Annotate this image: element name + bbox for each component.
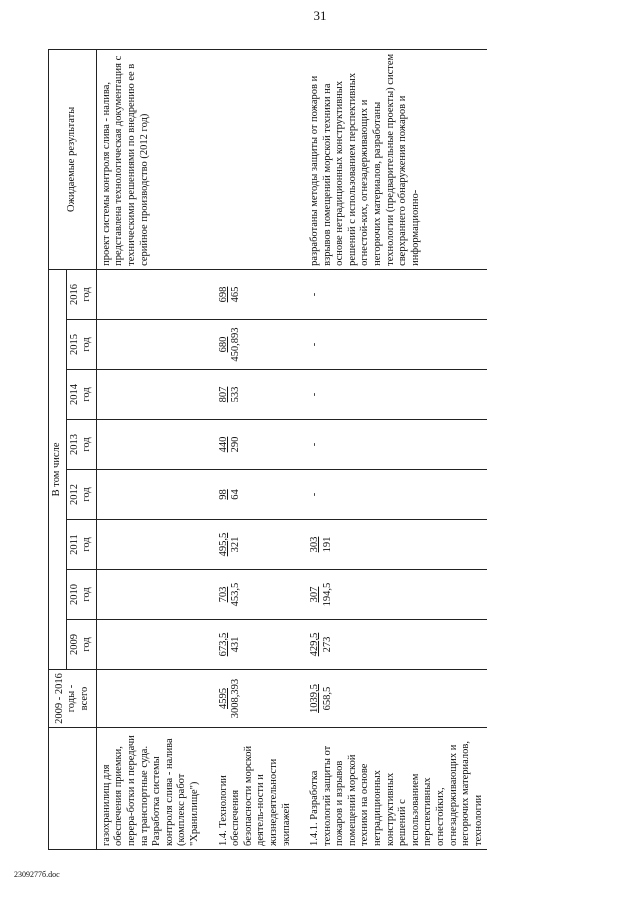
row-year-value bbox=[96, 269, 203, 319]
value-sub: 533 bbox=[230, 386, 242, 403]
description-text: 1.4. Технологии обеспечения безопасности морской деятель-ности и жизнедеятельности экипажей bbox=[217, 745, 292, 846]
result-text: проект системы контроля слива - налива, представлена технологическая документация с техническими решениями по внедрению ее в серийное производство (2012 год) bbox=[100, 55, 150, 266]
value-main: 303 bbox=[309, 536, 321, 553]
header-year: 2015 год bbox=[66, 320, 96, 370]
value-main: 307 bbox=[309, 586, 321, 603]
value-main: 680 bbox=[217, 336, 229, 353]
row-year-value bbox=[96, 520, 203, 570]
value-main: - bbox=[309, 442, 321, 447]
header-group: В том числе bbox=[49, 269, 67, 669]
row-year-value bbox=[204, 520, 296, 570]
value-sub: 658,5 bbox=[321, 686, 333, 711]
footer-filename: 2309277б.doc bbox=[14, 870, 60, 879]
row-year-value bbox=[204, 570, 296, 620]
header-year: 2013 год bbox=[66, 420, 96, 470]
table-body bbox=[96, 49, 487, 849]
row-result bbox=[204, 49, 296, 269]
page-number: 31 bbox=[313, 8, 327, 23]
value-main: 1039,5 bbox=[309, 684, 321, 713]
program-table bbox=[48, 49, 487, 850]
value-main: 4595 bbox=[217, 688, 229, 709]
description-text: газохранилищ для обеспечения приемки, перера-ботки и передачи на транспортные суда. Разработка системы контроля слива - налива (комплекс работ "Хранилище") bbox=[100, 735, 200, 846]
value-main: - bbox=[309, 492, 321, 497]
row-year-value bbox=[295, 420, 487, 470]
value-main: 703 bbox=[217, 586, 229, 603]
value-main: 673,5 bbox=[217, 632, 229, 657]
rotated-table-wrapper bbox=[48, 50, 590, 850]
value-sub: 273 bbox=[321, 636, 333, 653]
row-year-value bbox=[96, 320, 203, 370]
value-main: 698 bbox=[217, 286, 229, 303]
value-sub: 290 bbox=[230, 436, 242, 453]
header-year: 2010 год bbox=[66, 570, 96, 620]
value-main: 98 bbox=[217, 489, 229, 500]
value-sub: 465 bbox=[230, 286, 242, 303]
row-year-value bbox=[204, 269, 296, 319]
header-results: Ожидаемые результаты bbox=[49, 49, 97, 269]
result-text: разработаны методы защиты от пожаров и взрывов помещений морской техники на основе нетрадиционных конструктивных решений с использованием перспективных огнестой-ких, огнезадерживающих и негорючих материалов, разработаны технологии (предварительные проекты) систем сверхраннего обнаружения пожаров и информационно- bbox=[309, 53, 421, 266]
row-year-value bbox=[204, 470, 296, 520]
row-year-value bbox=[295, 520, 487, 570]
row-description bbox=[204, 728, 296, 850]
row-total bbox=[295, 670, 487, 728]
row-total bbox=[96, 670, 203, 728]
value-main: 807 bbox=[217, 386, 229, 403]
value-sub: 3008,393 bbox=[230, 678, 242, 719]
value-main: 440 bbox=[217, 436, 229, 453]
row-year-value bbox=[96, 620, 203, 670]
value-main: 429,5 bbox=[309, 632, 321, 657]
row-description bbox=[295, 728, 487, 850]
row-year-value bbox=[204, 620, 296, 670]
row-year-value bbox=[295, 470, 487, 520]
value-sub: 194,5 bbox=[321, 582, 333, 607]
row-result bbox=[96, 49, 203, 269]
row-year-value bbox=[96, 570, 203, 620]
header-year: 2016 год bbox=[66, 269, 96, 319]
value-main: - bbox=[309, 292, 321, 297]
row-total bbox=[204, 670, 296, 728]
value-sub: 321 bbox=[230, 536, 242, 553]
row-result bbox=[295, 49, 487, 269]
header-year: 2009 год bbox=[66, 620, 96, 670]
value-sub: 431 bbox=[230, 636, 242, 653]
header-year: 2014 год bbox=[66, 370, 96, 420]
row-year-value bbox=[96, 470, 203, 520]
row-year-value bbox=[96, 420, 203, 470]
header-description bbox=[49, 728, 97, 850]
header-year: 2011 год bbox=[66, 520, 96, 570]
row-year-value bbox=[295, 570, 487, 620]
row-description bbox=[96, 728, 203, 850]
row-year-value bbox=[96, 370, 203, 420]
table-row bbox=[295, 49, 487, 849]
description-text: 1.4.1. Разработка технологий защиты от пожаров и взрывов помещений морской техники на основе нетрадиционных конструктивных решений с использованием перспективных огнестойких, огнезадерживающих и негорючих материалов, технологии bbox=[309, 741, 484, 846]
row-year-value bbox=[204, 320, 296, 370]
row-year-value bbox=[295, 620, 487, 670]
value-sub: 453,5 bbox=[230, 582, 242, 607]
header-year: 2012 год bbox=[66, 470, 96, 520]
table-row bbox=[204, 49, 296, 849]
value-sub: 191 bbox=[321, 536, 333, 553]
row-year-value bbox=[295, 320, 487, 370]
row-year-value bbox=[295, 370, 487, 420]
value-main: - bbox=[309, 342, 321, 347]
row-year-value bbox=[295, 269, 487, 319]
value-main: 495,5 bbox=[217, 532, 229, 557]
table-row bbox=[96, 49, 203, 849]
value-main: - bbox=[309, 392, 321, 397]
row-year-value bbox=[204, 370, 296, 420]
header-total: 2009 - 2016 годы - всего bbox=[49, 670, 97, 728]
value-sub: 64 bbox=[230, 489, 242, 500]
row-year-value bbox=[204, 420, 296, 470]
value-sub: 450,893 bbox=[230, 327, 242, 362]
